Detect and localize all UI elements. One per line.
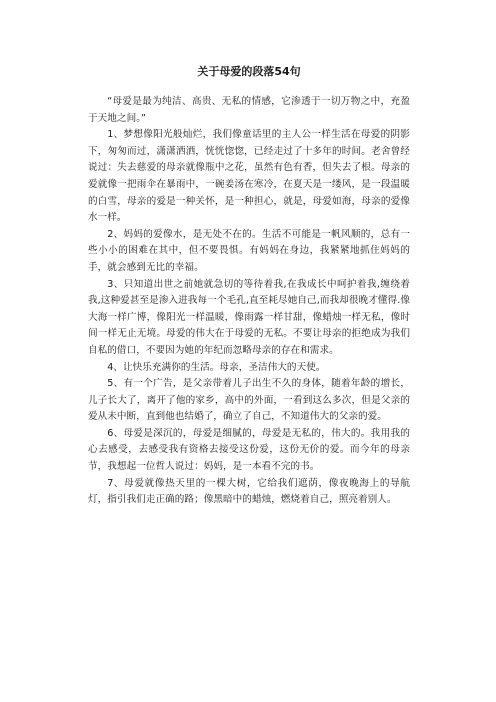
- paragraph-1: 1、梦想像阳光般灿烂，我们像童话里的主人公一样生活在母爱的阴影下，匆匆而过，潇潇洒洒，恍恍惚惚，已经走过了十多年的时间。老舍曾经说过：失去慈爱的母亲就像瓶中之花，虽然有色有香，但失去了根。母亲的爱就像一把雨伞在暴雨中，一碗姜汤在寒冷，在夏天是一缕风，是一段温暖的白雪，母亲的爱是一种关怀，是一种担心，就是，母爱如海，母亲的爱像水一样。: [88, 129, 410, 224]
- intro-quote: “母爱是最为纯洁、高贵、无私的情感，它渗透于一切万物之中，充盈于天地之间。”: [88, 96, 410, 124]
- paragraph-2: 2、妈妈的爱像水，是无处不在的。生活不可能是一帆风顺的，总有一些小小的困难在其中，但不要畏惧。有妈妈在身边，我紧紧地抓住妈妈的手，就会感到无比的幸福。: [88, 228, 410, 273]
- paragraph-7: 7、母爱就像热天里的一棵大树，它给我们遮荫，像夜晚海上的导航灯，指引我们走正确的路；像黑暗中的蜡烛，燃烧着自己，照亮着别人。: [88, 477, 410, 506]
- paragraph-6: 6、母爱是深沉的，母爱是细腻的，母爱是无私的，伟大的。我用我的心去感受，去感受我有资格去接受这份爱，这份无价的爱。而今年的母亲节，我想起一位哲人说过：妈妈，是一本看不完的书。: [88, 427, 410, 473]
- document-page: [88, 64, 410, 509]
- paragraph-4: 4、让快乐充满你的生活。母亲，圣洁伟大的天使。: [107, 361, 326, 373]
- paragraph-5: 5、有一个广告，是父亲带着儿子出生不久的身体，随着年龄的增长，儿子长大了，离开了他的家乡，高中的外面，一看到这么多次，但是父亲的爱从未中断，直到他也结婚了，确立了自己，不知道伟大的父亲的爱。: [88, 378, 410, 423]
- document-title: 关于母爱的段落54句: [197, 65, 301, 78]
- paragraph-3: 3、只知道出世之前她就急切的等待着我,在我成长中呵护着我,缠绕着我,这种爱甚至是渗入进我每一个毛孔,直至耗尽她自己,而我却很晚才懂得.像大海一样广博，像阳光一样温暖，像雨露一样甘甜，像蜡烛一样无私，像时间一样无止无境。母爱的伟大在于母爱的无私。不要让母亲的拒绝成为我们自私的借口，不要因为她的年纪而忽略母亲的存在和需求。: [88, 278, 410, 356]
